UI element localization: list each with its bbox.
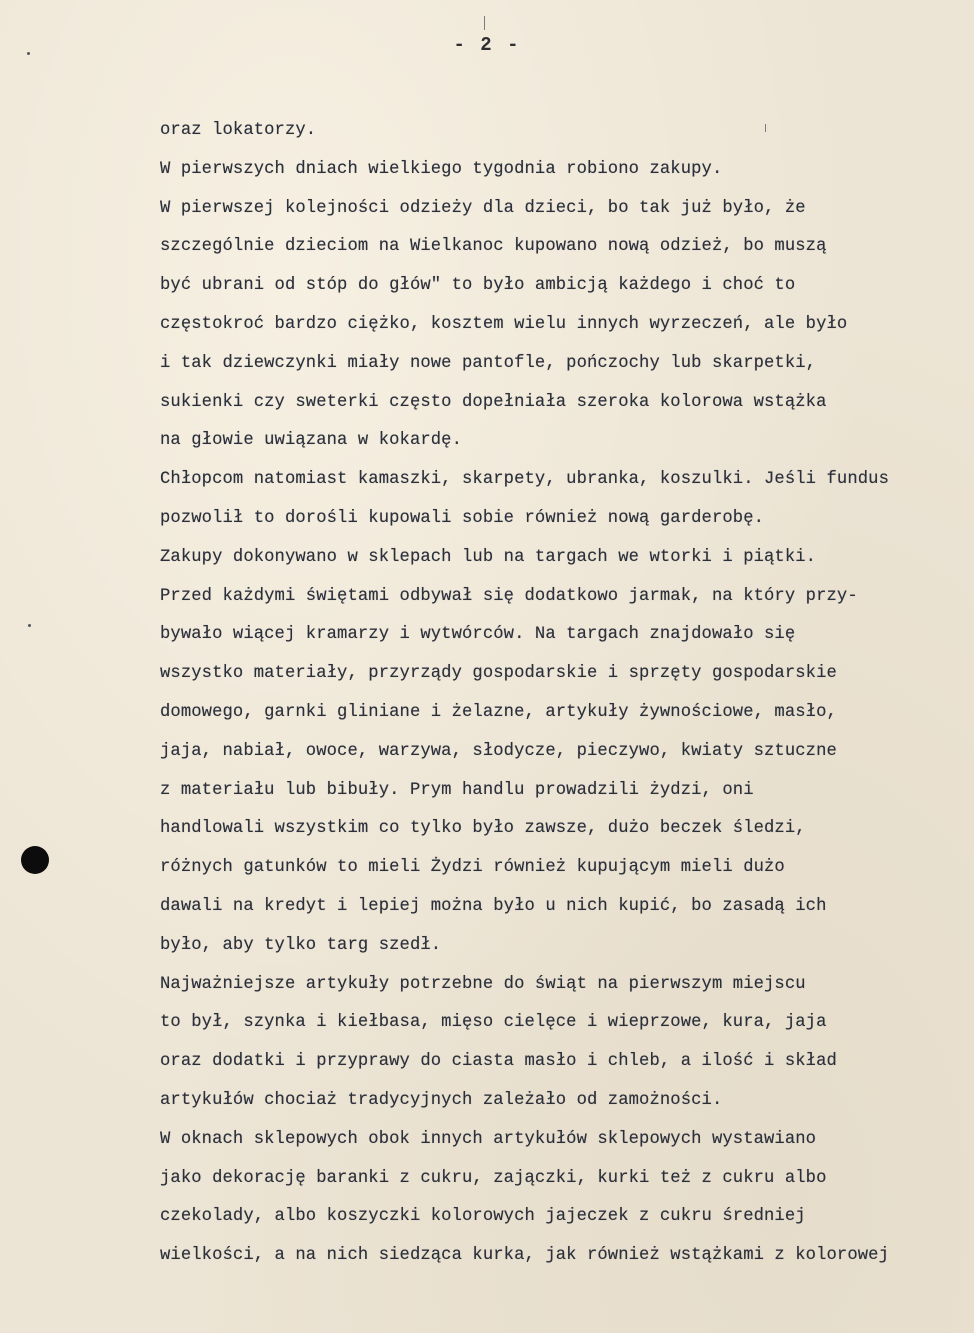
paper-speck bbox=[28, 624, 31, 627]
text-line: oraz lokatorzy. bbox=[160, 121, 317, 140]
text-line: jaja, nabiał, owoce, warzywa, słodycze, pieczywo, kwiaty sztuczne bbox=[160, 741, 837, 761]
text-line: pozwolił to dorośli kupowali sobie również nową garderobę. bbox=[160, 508, 765, 528]
text-line: Najważniejsze artykuły potrzebne do świąt na pierwszym miejscu bbox=[160, 974, 806, 994]
text-line: handlowali wszystkim co tylko było zawsze, dużo beczek śledzi, bbox=[160, 819, 806, 839]
binder-punch-hole bbox=[21, 846, 49, 874]
page-number: - 2 - bbox=[453, 34, 521, 56]
text-line: sukienki czy sweterki często dopełniała szeroka kolorowa wstążka bbox=[160, 392, 827, 412]
text-line: artykułów chociaż tradycyjnych zależało od zamożności. bbox=[160, 1090, 723, 1110]
paper-mark bbox=[484, 16, 485, 30]
text-line: wszystko materiały, przyrządy gospodarskie i sprzęty gospodarskie bbox=[160, 664, 837, 684]
paper-mark bbox=[765, 124, 766, 132]
text-line: W pierwszych dniach wielkiego tygodnia robiono zakupy. bbox=[160, 159, 723, 179]
text-line: na głowie uwiązana w kokardę. bbox=[160, 431, 463, 451]
text-line: różnych gatunków to mieli Żydzi również kupującym mieli dużo bbox=[160, 858, 785, 878]
text-line: Zakupy dokonywano w sklepach lub na targach we wtorki i piątki. bbox=[160, 547, 817, 567]
text-line: bywało wiącej kramarzy i wytwórców. Na targach znajdowało się bbox=[160, 625, 796, 645]
text-line: W pierwszej kolejności odzieży dla dzieci, bo tak już było, że bbox=[160, 198, 806, 218]
text-line: było, aby tylko targ szedł. bbox=[160, 935, 442, 955]
text-line: W oknach sklepowych obok innych artykułów sklepowych wystawiano bbox=[160, 1129, 817, 1149]
text-line: Chłopcom natomiast kamaszki, skarpety, ubranka, koszulki. Jeśli fundus bbox=[160, 470, 889, 490]
text-line: z materiału lub bibuły. Prym handlu prowadzili żydzi, oni bbox=[160, 780, 754, 800]
text-line: jako dekorację baranki z cukru, zajączki, kurki też z cukru albo bbox=[160, 1168, 827, 1188]
text-line: czekolady, albo koszyczki kolorowych jajeczek z cukru średniej bbox=[160, 1207, 806, 1227]
text-line: wielkości, a na nich siedząca kurka, jak również wstążkami z kolorowej bbox=[160, 1246, 889, 1266]
text-line: domowego, garnki gliniane i żelazne, artykuły żywnościowe, masło, bbox=[160, 702, 837, 722]
text-line: dawali na kredyt i lepiej można było u nich kupić, bo zasadą ich bbox=[160, 896, 827, 916]
text-line: to był, szynka i kiełbasa, mięso cielęce i wieprzowe, kura, jaja bbox=[160, 1013, 827, 1033]
text-line: częstokroć bardzo ciężko, kosztem wielu innych wyrzeczeń, ale było bbox=[160, 314, 848, 334]
text-line: i tak dziewczynki miały nowe pantofle, pończochy lub skarpetki, bbox=[160, 353, 817, 373]
text-line: być ubrani od stóp do głów" to było ambicją każdego i choć to bbox=[160, 276, 796, 296]
text-line: oraz dodatki i przyprawy do ciasta masło i chleb, a ilość i skład bbox=[160, 1052, 837, 1072]
paper-speck bbox=[27, 52, 30, 55]
typewritten-body bbox=[160, 112, 972, 1276]
text-line: Przed każdymi świętami odbywał się dodatkowo jarmak, na który przy- bbox=[160, 586, 858, 606]
text-line: szczególnie dzieciom na Wielkanoc kupowano nową odzież, bo muszą bbox=[160, 237, 827, 257]
